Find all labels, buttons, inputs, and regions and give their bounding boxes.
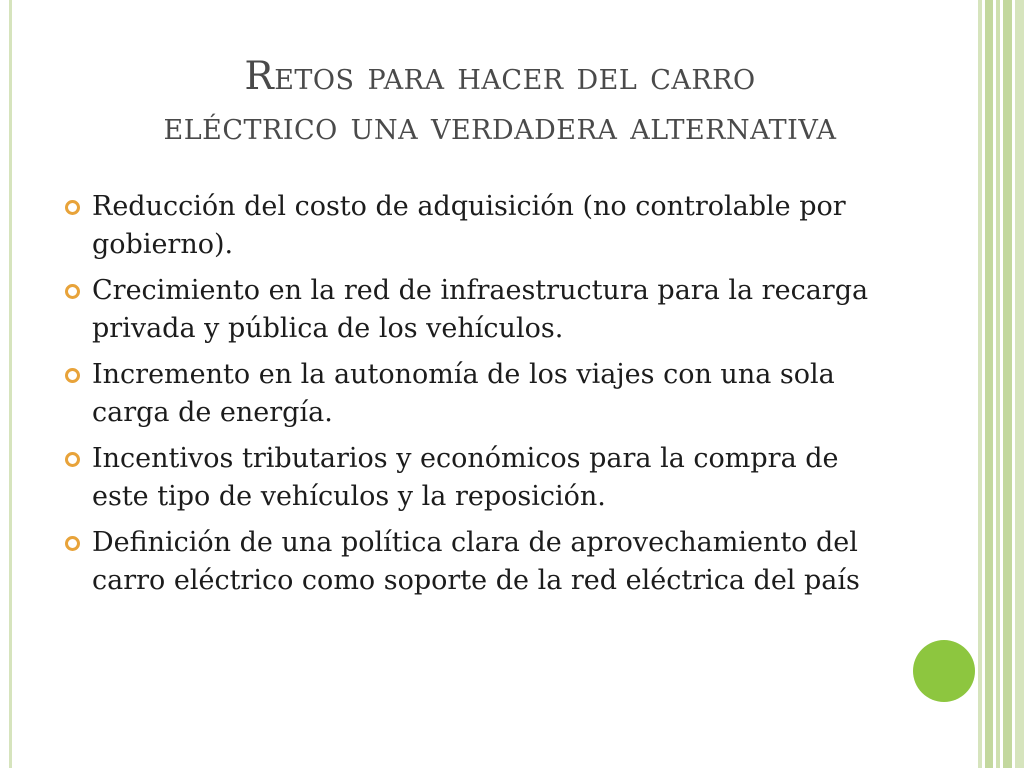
- bullet-text: Incentivos tributarios y económicos para la compra de este tipo de vehículos y la reposición.: [92, 443, 839, 512]
- left-frame-line: [9, 0, 12, 768]
- slide-title-line-2: eléctrico una verdadera alternativa: [163, 104, 837, 149]
- bullet-text: Reducción del costo de adquisición (no controlable por gobierno).: [92, 191, 846, 260]
- bullet-item: [64, 356, 894, 432]
- ring-bullet-icon: [64, 451, 81, 468]
- bullet-text: Crecimiento en la red de infraestructura para la recarga privada y pública de los vehículos.: [92, 275, 869, 344]
- bullet-item: [64, 188, 894, 264]
- bullet-item: [64, 440, 894, 516]
- ring-bullet-icon: [64, 199, 81, 216]
- green-circle-decoration: [913, 640, 975, 702]
- bullet-list: [64, 188, 894, 608]
- ring-bullet-icon: [64, 367, 81, 384]
- right-frame-bar: [985, 0, 993, 768]
- slide-title: [60, 52, 940, 152]
- ring-bullet-icon: [64, 283, 81, 300]
- ring-bullet-icon: [64, 535, 81, 552]
- right-frame-bar: [1015, 0, 1024, 768]
- bullet-item: [64, 524, 894, 600]
- bullet-item: [64, 272, 894, 348]
- bullet-text: Definición de una política clara de aprovechamiento del carro eléctrico como soporte de la red eléctrica del país: [92, 527, 860, 596]
- bullet-text: Incremento en la autonomía de los viajes con una sola carga de energía.: [92, 359, 835, 428]
- slide-title-line-1: Retos para hacer del carro: [244, 54, 756, 99]
- right-frame-bar: [1003, 0, 1012, 768]
